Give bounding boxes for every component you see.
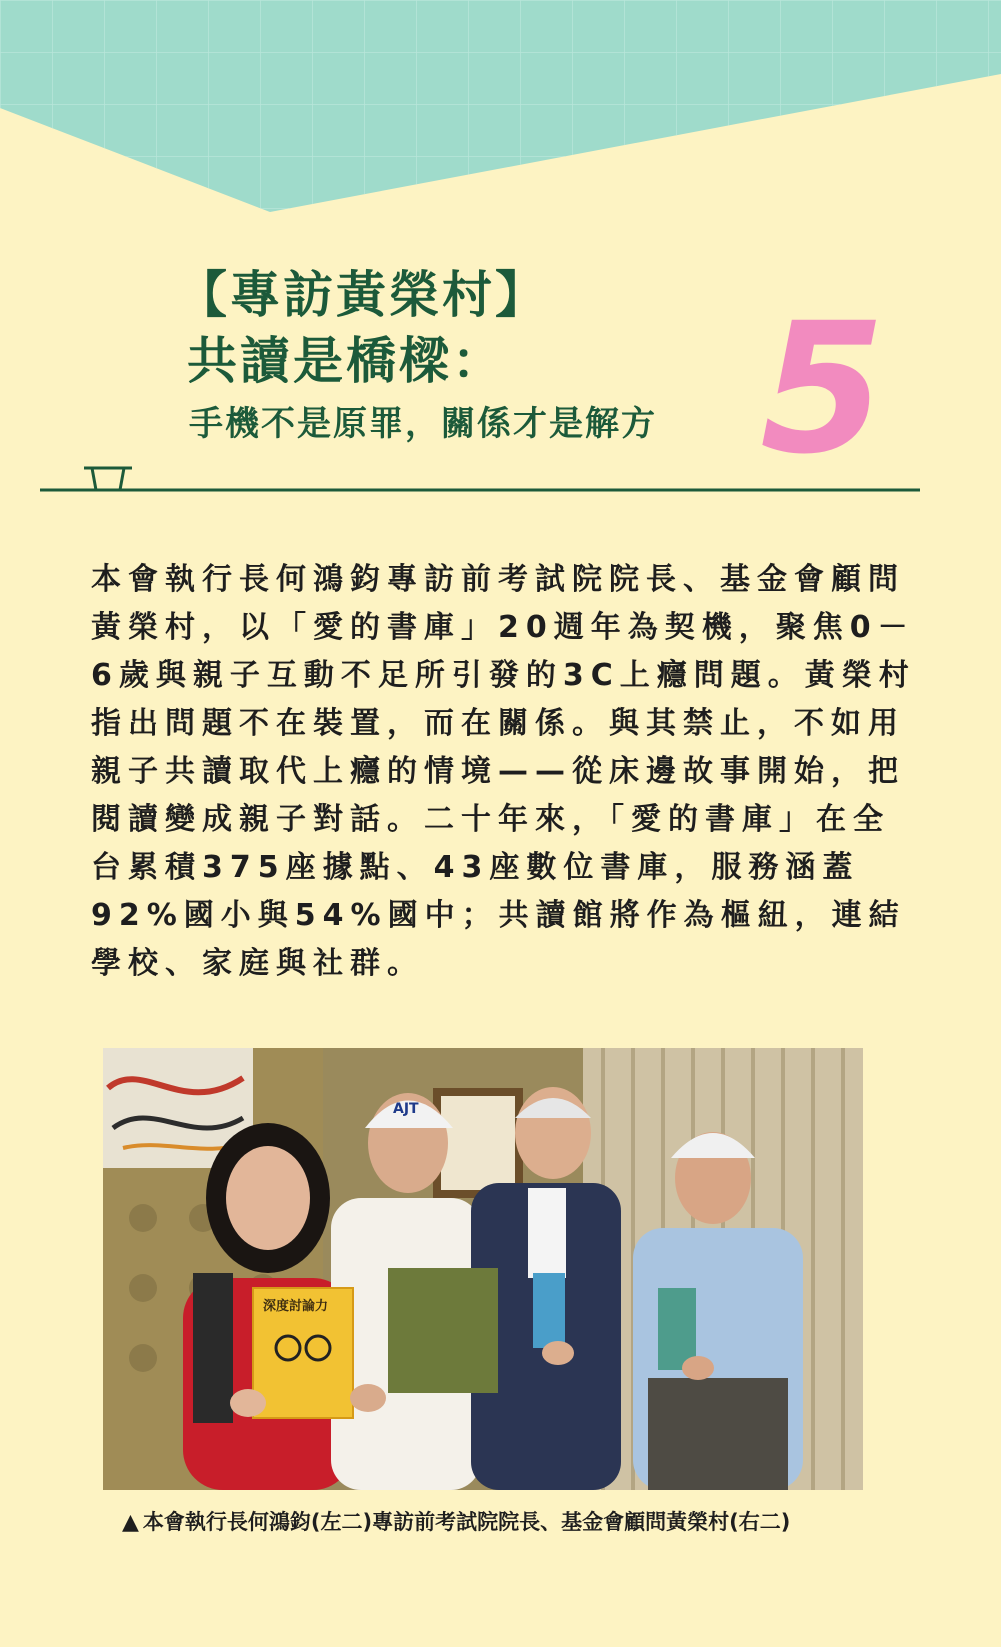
photo-caption <box>122 1506 790 1536</box>
article-body <box>91 556 921 988</box>
title-line-2: 共讀是橋樑： <box>187 332 505 390</box>
caption-triangle-icon: ▲ <box>122 1510 139 1535</box>
book-title: 深度討論力 <box>263 1299 329 1314</box>
caption-text: 本會執行長何鴻鈞(左二)專訪前考試院院長、基金會顧問黃榮村(右二) <box>142 1510 791 1534</box>
title-block <box>177 262 657 454</box>
title-line-1: 【專訪黃榮村】 <box>177 266 548 324</box>
photo-illustration <box>103 1048 863 1490</box>
title-subtitle: 手機不是原罪，關係才是解方 <box>189 404 657 444</box>
issue-number: 5 <box>760 285 886 494</box>
interview-photo <box>103 1048 863 1490</box>
cap-logo: AJT <box>393 1101 419 1117</box>
article-paragraph: 本會執行長何鴻鈞專訪前考試院院長、基金會顧問黃榮村，以「愛的書庫」20週年為契機，聚焦0－6歲與親子互動不足所引發的3C上癮問題。黃榮村指出問題不在裝置，而在關係。與其禁止，不如用親子共讀取代上癮的情境——從床邊故事開始，把閱讀變成親子對話。二十年來，「愛的書庫」在全台累積375座據點、43座數位書庫，服務涵蓋92%國小與54%國中；共讀館將作為樞紐，連結學校、家庭與社群。 <box>91 562 916 981</box>
title-divider <box>40 466 920 496</box>
header-banner <box>0 0 1001 220</box>
